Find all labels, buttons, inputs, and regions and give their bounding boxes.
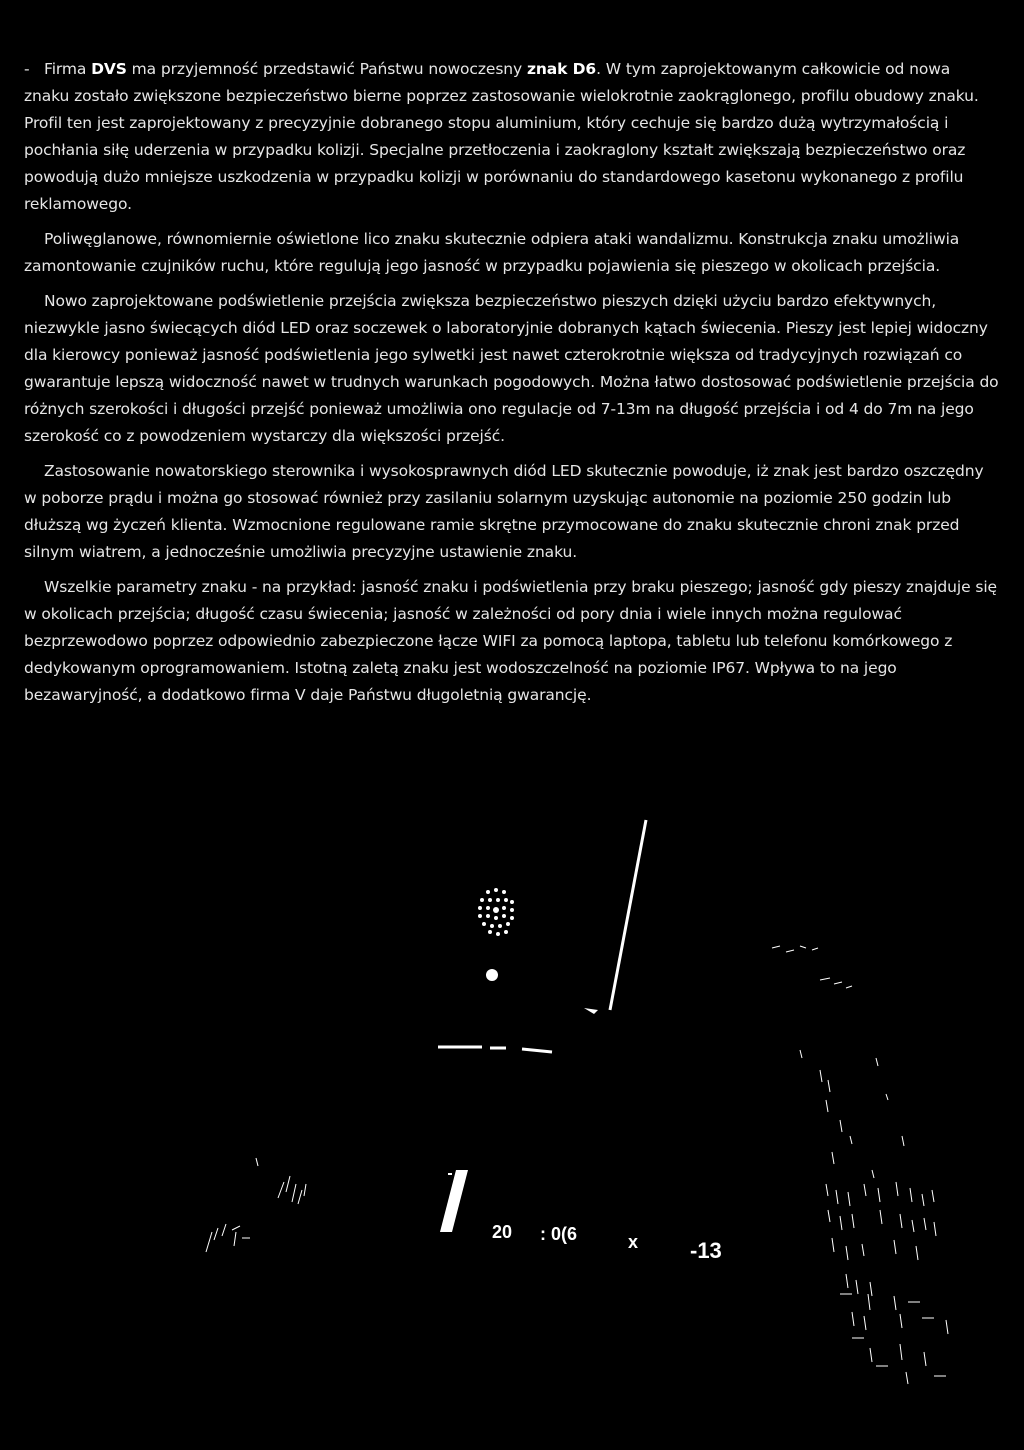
paragraph-vandalism: Poliwęglanowe, równomiernie oświetlone lico znaku skutecznie odpiera ataki wandalizmu. Konstrukcja znaku umożliwia zamontowanie czujników ruchu, które regulują jego jasność w przypadku pojawienia się pieszego w okolicach przejścia. [24, 230, 960, 275]
paragraph-intro [24, 56, 1000, 218]
x-label: x [628, 1232, 639, 1252]
pole-bracket [584, 1008, 598, 1014]
crossing-marker [440, 1170, 468, 1232]
pedestrian-sketch-left [206, 1158, 306, 1252]
paragraph-lighting: Nowo zaprojektowane podświetlenie przejścia zwiększa bezpieczeństwo pieszych dzięki użyciu bardzo efektywnych, niezwykle jasno świecących diód LED oraz soczewek o laboratoryjnie dobranych kątach świecenia. Pieszy jest lepiej widoczny dla kierowcy ponieważ jasność podświetlenia jego sylwetki jest nawet czterokrotnie większa od tradycyjnych rozwiązań co gwarantuje lepszą widoczność nawet w trudnych warunkach pogodowych. Można łatwo dostosować podświetlenie przejścia do różnych szerokości i długości przejść ponieważ umożliwia ono regulacje od 7-13m na długość przejścia i od 4 do 7m na jego szerokość co z powodzeniem wystarczy dla większości przejść. [24, 292, 999, 445]
intro-text-2: ma przyjemność przedstawić Państwu nowoczesny [126, 60, 527, 78]
intro-text-1: Firma [44, 60, 92, 78]
led-lens-icon [478, 888, 514, 936]
height-label: : 0(6 [540, 1224, 578, 1244]
article-body [24, 56, 1000, 717]
product-name: znak D6 [526, 60, 597, 78]
company-name: DVS [91, 60, 127, 78]
sensor-dot [486, 969, 498, 981]
range-label: -13 [690, 1238, 722, 1263]
pedestrian-sketch-right [772, 946, 948, 1384]
intro-text-3: . W tym zaprojektowanym całkowicie od nowa znaku zostało zwiększone bezpieczeństwo bierne poprzez zastosowanie wielokrotnie zaokrąglonego, profilu obudowy znaku. Profil ten jest zaprojektowany z precyzyjnie dobranego stopu aluminium, który cechuje się bardzo dużą wytrzymałością i pochłania siłę uderzenia w przypadku kolizji. Specjalne przetłoczenia i zaokraglony kształt zwiększają bezpieczeństwo oraz powodują dużo mniejsze uszkodzenia w przypadku kolizji w porównaniu do standardowego kasetonu wykonanego z profilu reklamowego. [24, 60, 979, 213]
bullet-mark: - [24, 60, 30, 78]
light-pole [610, 820, 646, 1010]
crossing-illustration [0, 800, 1024, 1446]
width-label: 20 [492, 1222, 513, 1242]
crossing-diagram [0, 800, 1024, 1446]
beam-line-3 [522, 1049, 552, 1052]
paragraph-parameters: Wszelkie parametry znaku - na przykład: jasność znaku i podświetlenia przy braku pieszego; jasność gdy pieszy znajduje się w okolicach przejścia; długość czasu świecenia; jasność w zależności od pory dnia i wiele innych można regulować bezprzewodowo poprzez odpowiednio zabezpieczone łącze WIFI za pomocą laptopa, tabletu lub telefonu komórkowego z dedykowanym oprogramowaniem. Istotną zaletą znaku jest wodoszczelność na poziomie IP67. Wpływa to na jego bezawaryjność, a dodatkowo firma V daje Państwu długoletnią gwarancję. [24, 578, 997, 704]
paragraph-power: Zastosowanie nowatorskiego sterownika i wysokosprawnych diód LED skutecznie powoduje, iż znak jest bardzo oszczędny w poborze prądu i można go stosować również przy zasilaniu solarnym uzyskując autonomie na poziomie 250 godzin lub dłuższą wg życzeń klienta. Wzmocnione regulowane ramie skrętne przymocowane do znaku skutecznie chroni znak przed silnym wiatrem, a jednocześnie umożliwia precyzyjne ustawienie znaku. [24, 462, 984, 561]
